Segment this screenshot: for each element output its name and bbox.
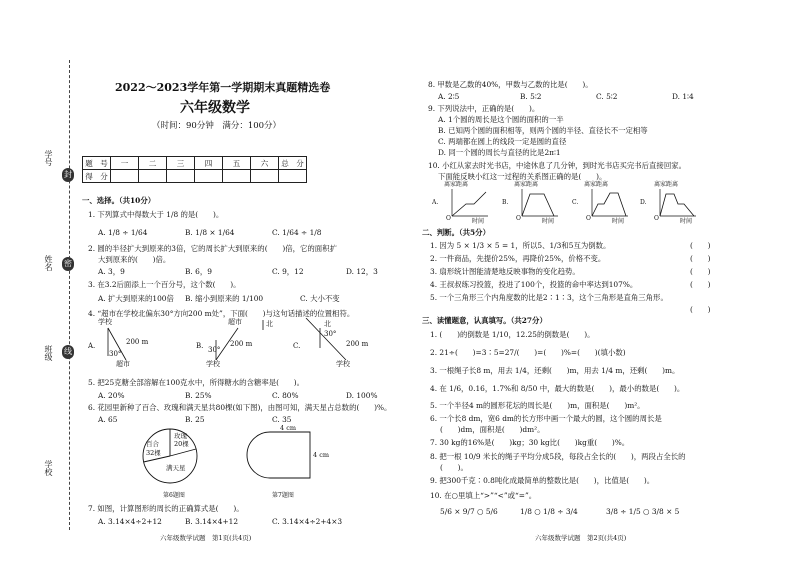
q4-option-a-label: A. (88, 342, 96, 350)
q4-option-c-label: C. (293, 342, 301, 350)
q4-a-angle: 30° (109, 350, 122, 358)
fill-5: 5. 一个半径4 m的圆形花坛的周长是( )m，面积是( )m²。 (430, 401, 645, 410)
fill-10: 10. 在○里填上“>”“<”或“=”。 (430, 491, 537, 500)
q3-option: C. 大小不变 (300, 294, 340, 303)
q2-option: C. 9，12 (272, 267, 304, 276)
q5-option: C. 80% (272, 391, 299, 400)
exam-meta: （时间：90分钟 满分：100分） (152, 121, 282, 131)
score-header: 总 分 (279, 157, 307, 170)
exam-subject: 六年级数学 (180, 100, 250, 116)
question-8: 8. 甲数是乙数的40%，甲数与乙数的比是( )。 (428, 80, 593, 89)
q9-option: C. 两端都在圆上的线段一定是圆的直径 (438, 137, 567, 146)
q2-option: B. 6，9 (185, 267, 212, 276)
judge-2-answer[interactable]: ( ) (690, 254, 711, 263)
graph-b-label: B. (502, 199, 509, 206)
judge-5: 5. 一个三角形三个内角度数的比是2∶1∶3，这个三角形是直角三角形。 (430, 293, 668, 302)
q4-a-market-label: 超市 (116, 360, 130, 368)
fig6-caption: 第6题图 (163, 492, 185, 499)
fill-8: 8. 把一根 10/9 米长的绳子平均分成5段，每段占全长的( )，两段占全长的 (430, 452, 686, 461)
q6-pie-chart (138, 426, 218, 490)
q7-option: A. 3.14×4÷2+12 (98, 517, 162, 526)
score-header: 三 (167, 157, 195, 170)
q4-b-north: 北 (266, 320, 273, 328)
score-cell[interactable] (223, 170, 251, 183)
seal-mark-feng: 封 (62, 168, 74, 182)
judge-4-answer[interactable]: ( ) (690, 280, 711, 289)
q4-direction-diagrams (88, 318, 398, 368)
q6-option: C. 35 (272, 415, 292, 424)
pie-star-label: 满天星 (166, 464, 186, 472)
question-9: 9. 下列说法中，正确的是( )。 (428, 104, 540, 113)
q9-option: A. 1个圆的周长是这个圆的面积的一半 (438, 115, 564, 124)
seal-mark-mi: 密 (62, 257, 74, 271)
q4-b-market-label: 超市 (228, 318, 242, 326)
q4-c-dist: 200 m (346, 340, 369, 348)
graph-d-label: D. (640, 199, 647, 206)
q8-option: B. 5∶2 (520, 92, 542, 101)
fill-6-line2: ( )dm，面积是( )dm²。 (440, 425, 545, 434)
graph-c-ylabel: 离家距离 (584, 181, 609, 188)
pie-rose-label: 玫瑰 (174, 432, 187, 440)
q8-option: A. 2∶5 (438, 92, 460, 101)
judge-5-answer[interactable]: ( ) (690, 305, 711, 314)
q3-option: A. 扩大到原来的100倍 (98, 294, 174, 303)
pie-rose-count: 20棵 (174, 440, 189, 448)
question-10: 10. 小红从家去时光书店，中途休息了几分钟，到时光书店买完书后直接回家。 (428, 161, 686, 170)
graph-a-ylabel: 离家距离 (444, 181, 469, 188)
fill-8-line2: ( )。 (440, 463, 468, 472)
question-2: 2. 圆的半径扩大到原来的3倍，它的周长扩大到原来的( )倍，它的面积扩 (88, 244, 337, 253)
q5-option: B. 25% (185, 391, 212, 400)
q8-option: D. 1∶4 (672, 92, 694, 101)
graph-d-ylabel: 离家距离 (654, 181, 679, 188)
graph-d-xlabel: 时间 (680, 218, 693, 224)
binding-line (69, 60, 70, 530)
section-2-heading: 二、判断。（共5分） (422, 228, 490, 237)
fig7-caption: 第7题图 (272, 492, 294, 499)
score-header: 一 (111, 157, 139, 170)
q6-option: B. 25 (185, 415, 205, 424)
q4-a-dist: 200 m (126, 338, 149, 346)
score-header: 题 号 (83, 157, 111, 170)
q2-option: A. 3，9 (98, 267, 125, 276)
q6-option: A. 65 (98, 415, 118, 424)
q4-c-angle: 30° (324, 330, 337, 338)
q8-option: C. 5∶2 (596, 92, 618, 101)
compare-item[interactable]: 3/8 ÷ 1/5 ○ 3/8 × 5 (606, 507, 680, 516)
score-header: 四 (195, 157, 223, 170)
score-cell[interactable] (279, 170, 307, 183)
q7-shape-figure (240, 424, 340, 488)
q4-b-school-label: 学校 (206, 360, 220, 368)
pie-lily-label: 百合 (146, 440, 159, 448)
graph-b-ylabel: 离家距离 (514, 181, 539, 188)
compare-item[interactable]: 5/6 × 9/7 ○ 5/6 (440, 507, 498, 516)
class-label: 班级 (44, 345, 53, 361)
graph-c-xlabel: 时间 (612, 218, 625, 224)
score-cell[interactable] (111, 170, 139, 183)
fill-1: 1. ( )的倒数是 1/10，12.25的倒数是( )。 (430, 330, 595, 339)
judge-3-answer[interactable]: ( ) (690, 267, 711, 276)
judge-1: 1. 因为 5 × 1/3 × 5 = 1，所以5、1/3和5互为倒数。 (430, 241, 611, 250)
graph-c-label: C. (572, 199, 579, 206)
score-cell[interactable] (139, 170, 167, 183)
section-1-heading: 一、选择。（共10分） (82, 196, 156, 205)
judge-1-answer[interactable]: ( ) (690, 241, 711, 250)
fill-9: 9. 把300千克∶0.8吨化成最简单的整数比是( )，比值是( )。 (430, 476, 655, 485)
q9-option: B. 已知两个圆的面积相等，则两个圆的半径、直径长不一定相等 (438, 126, 648, 135)
q3-option: B. 缩小到原来的 1/100 (185, 294, 264, 303)
q5-option: A. 20% (98, 391, 125, 400)
school-label: 学校 (44, 460, 53, 476)
fill-6: 6. 一个长8 dm，宽6 dm的长方形中画一个最大的圆，这个圆的周长是 (430, 414, 662, 423)
question-1: 1. 下列算式中得数大于 1/8 的是( )。 (88, 210, 224, 219)
fill-3: 3. 一根绳子长8 m，用去 1/4，还剩( )m，用去 1/4 m，还剩( )m。 (430, 366, 680, 375)
graph-d-origin: O (654, 215, 659, 222)
student-name-label: 姓名 (44, 255, 53, 271)
q4-c-school-label: 学校 (336, 360, 350, 368)
compare-item[interactable]: 1/8 ○ 1/8 ÷ 3/4 (520, 507, 578, 516)
graph-b-xlabel: 时间 (542, 218, 555, 224)
score-header: 五 (223, 157, 251, 170)
page-2-footer: 六年级数学试题 第2页(共4页) (535, 534, 627, 542)
score-table (82, 156, 307, 183)
q4-option-b-label: B. (196, 342, 204, 350)
q7-option: B. 3.14×4+12 (185, 517, 239, 526)
page-1-footer: 六年级数学试题 第1页(共4页) (160, 534, 252, 542)
score-cell[interactable] (251, 170, 279, 183)
graph-b-origin: O (516, 215, 521, 222)
score-header: 二 (139, 157, 167, 170)
q1-option-c: C. 1/64 ÷ 1/8 (272, 228, 322, 237)
q1-option-b: B. 1/8 × 1/64 (185, 228, 235, 237)
student-number-label: 学号 (44, 150, 53, 166)
q7-side-dim: 4 cm (313, 451, 330, 459)
q4-b-dist: 200 m (230, 340, 253, 348)
graph-a-label: A. (432, 199, 439, 206)
q4-a-school-label: 学校 (98, 318, 112, 326)
question-10-line2: 下面能反映小红这一过程的关系图正确的是( )。 (438, 172, 607, 181)
score-cell[interactable] (195, 170, 223, 183)
fill-4: 4. 在 1/6，0.16，1.7%和 8/50 中，最大的数是( )，最小的数是( )。 (430, 384, 685, 393)
judge-2: 2. 一件商品，先提价25%，再降价25%，价格不变。 (430, 254, 606, 263)
q4-b-angle: 30° (208, 346, 221, 354)
question-3: 3. 在3.2后面添上一个百分号，这个数( )。 (88, 280, 241, 289)
q4-c-north: 北 (324, 320, 331, 328)
question-2-line2: 大到原来的( )倍。 (98, 255, 171, 264)
question-6: 6. 花园里新种了百合、玫瑰和满天星共80棵(如下图)，由图可知，满天星占总数的( )%。 (88, 403, 392, 412)
score-header: 六 (251, 157, 279, 170)
q1-option-a: A. 1/8 ÷ 1/64 (98, 228, 148, 237)
q10-graphs (432, 180, 702, 224)
seal-mark-xian: 线 (62, 345, 74, 359)
q5-option: D. 100% (346, 391, 378, 400)
judge-3: 3. 扇形统计图能清楚地反映事物的变化趋势。 (430, 267, 580, 276)
graph-c-origin: O (586, 215, 591, 222)
score-row-label: 得 分 (83, 170, 111, 183)
q2-option: D. 12，3 (346, 267, 378, 276)
q7-option: C. 3.14×4÷2+4×3 (272, 517, 343, 526)
exam-title: 2022～2023学年第一学期期末真题精选卷 (115, 81, 331, 94)
score-cell[interactable] (167, 170, 195, 183)
pie-lily-count: 32棵 (146, 449, 161, 457)
fill-7: 7. 30 kg的16%是( )kg；30 kg比( )kg重( )%。 (430, 438, 630, 447)
judge-4: 4. 王叔叔练习投篮，投进了100个，投篮的命中率达到107%。 (430, 280, 638, 289)
q7-top-dim: 4 cm (280, 424, 297, 432)
graph-a-xlabel: 时间 (472, 218, 485, 224)
question-7: 7. 如图，计算图形的周长的正确算式是( )。 (88, 504, 244, 513)
fill-2: 2. 21÷( )=3∶5=27/( )=( )%=( )(填小数) (430, 348, 626, 357)
section-3-heading: 三、读懂题意，认真填写。（共27分） (422, 316, 547, 325)
graph-a-origin: O (446, 215, 451, 222)
question-4: 4. “超市在学校北偏东30°方向200 m处”，下面( )与这句话描述的位置相符。 (88, 309, 355, 318)
q9-option: D. 同一个圆的周长与直径的比是2π∶1 (438, 148, 561, 157)
question-5: 5. 把25克糖全部溶解在100克水中，所得糖水的含糖率是( )。 (88, 378, 305, 387)
